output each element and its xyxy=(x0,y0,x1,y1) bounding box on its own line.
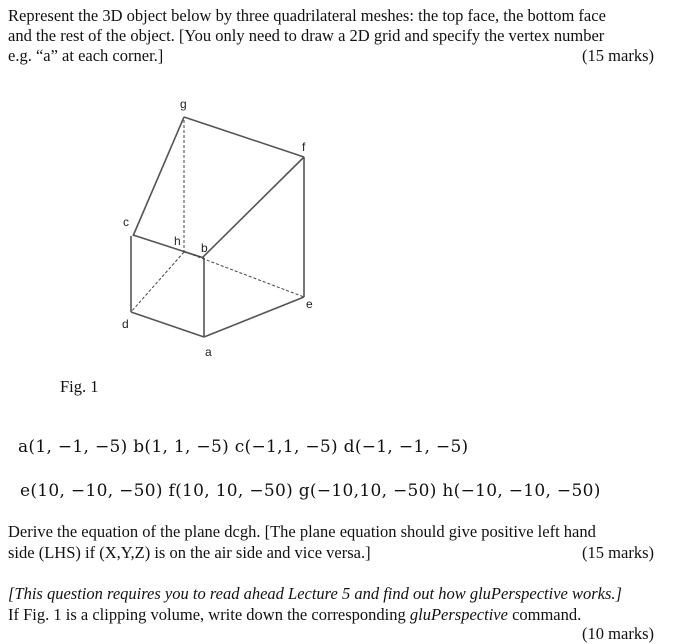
edge-g-f xyxy=(184,117,304,157)
question3-marks: (10 marks) xyxy=(582,624,654,643)
question2-line2: side (LHS) if (X,Y,Z) is on the air side and vice versa.] xyxy=(8,543,371,562)
vertex-label-h: h xyxy=(174,234,181,248)
vertex-label-g: g xyxy=(180,97,187,111)
vertex-label-b: b xyxy=(201,241,208,255)
question1-marks: (15 marks) xyxy=(582,46,654,65)
vertex-label-e: e xyxy=(306,297,313,311)
question2-line1: Derive the equation of the plane dcgh. [The plane equation should give positive left hand xyxy=(8,522,596,541)
edge-h-d-hidden xyxy=(131,252,184,312)
vertex-label-d: d xyxy=(122,317,129,331)
vertex-label-a: a xyxy=(205,345,212,359)
question3-line1: [This question requires you to read ahead Lecture 5 and find out how gluPerspective works.] xyxy=(8,584,622,603)
question1-line2: and the rest of the object. [You only need to draw a 2D grid and specify the vertex number xyxy=(8,26,605,45)
edge-a-d xyxy=(131,312,204,337)
question1-line1: Represent the 3D object below by three quadrilateral meshes: the top face, the bottom face xyxy=(8,6,606,25)
question2-marks: (15 marks) xyxy=(582,543,654,562)
edge-f-b xyxy=(202,157,304,258)
edge-h-e-hidden xyxy=(188,253,304,297)
figure-caption: Fig. 1 xyxy=(60,377,99,396)
vertex-label-c: c xyxy=(123,215,129,229)
question3-line2: If Fig. 1 is a clipping volume, write down the corresponding gluPerspective command. xyxy=(8,605,582,624)
question3-function-name: gluPerspective xyxy=(409,605,508,624)
question1-line3: e.g. “a” at each corner.] xyxy=(8,46,164,65)
edge-g-c xyxy=(133,117,184,236)
vertices-row-2: e(10, −10, −50) f(10, 10, −50) g(−10,10, −50) h(−10, −10, −50) xyxy=(20,481,601,501)
edge-e-a xyxy=(204,297,304,337)
vertex-label-f: f xyxy=(302,140,306,154)
vertices-row-1: a(1, −1, −5) b(1, 1, −5) c(−1,1, −5) d(−1, −1, −5) xyxy=(18,437,469,457)
question3-marks-clipped xyxy=(0,624,692,643)
